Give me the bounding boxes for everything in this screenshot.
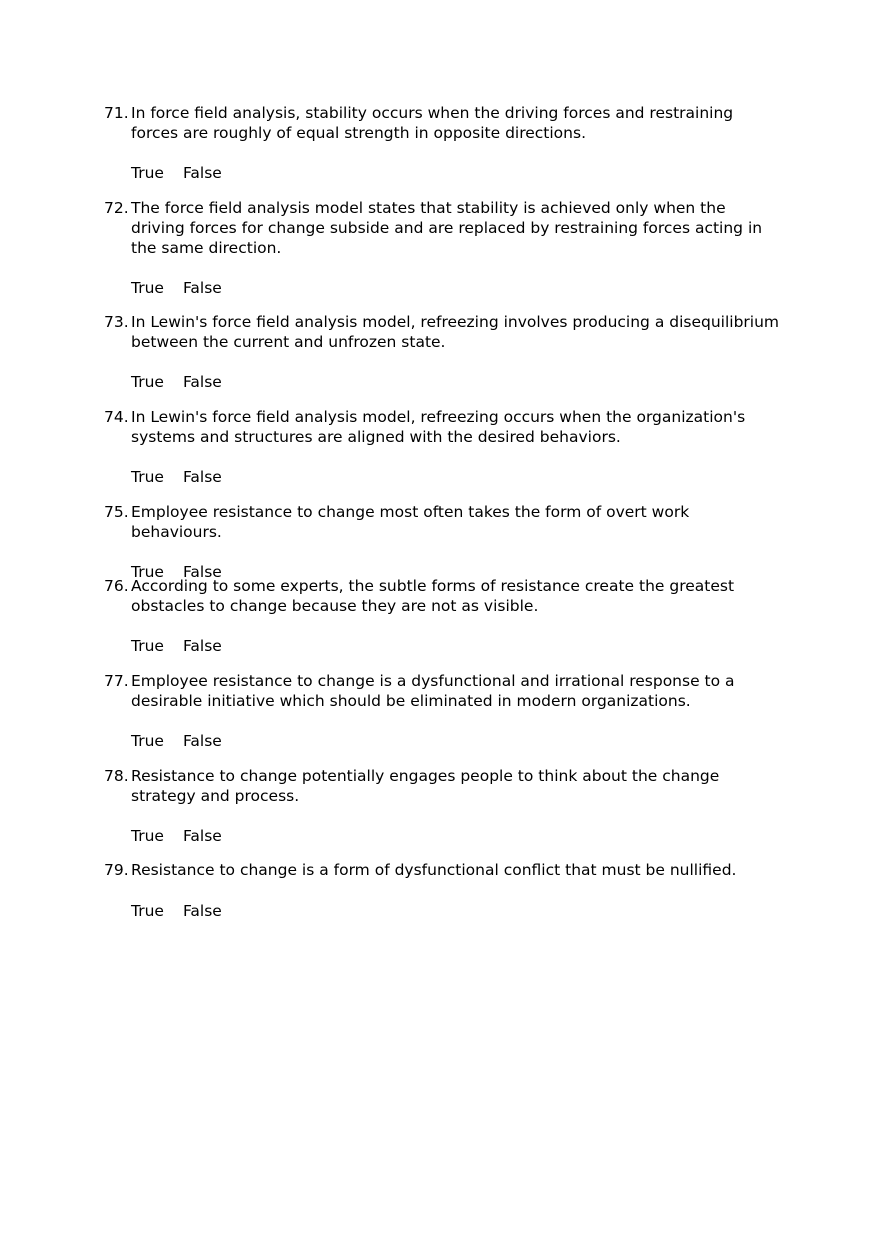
question-number: 76. xyxy=(104,577,129,595)
question-header xyxy=(104,198,784,258)
question-number: 71. xyxy=(104,104,129,122)
question-header xyxy=(104,312,784,352)
question-text: Employee resistance to change most often takes the form of overt work behaviours. xyxy=(131,503,690,541)
option-true[interactable]: True xyxy=(131,637,164,655)
question-text: According to some experts, the subtle forms of resistance create the greatest obstacles to change because they are not as visible. xyxy=(131,577,735,615)
option-true[interactable]: True xyxy=(131,902,164,920)
question-number: 78. xyxy=(104,767,129,785)
question-77 xyxy=(104,671,784,751)
answer-options xyxy=(131,826,784,846)
option-false[interactable]: False xyxy=(182,827,222,845)
question-text: Employee resistance to change is a dysfunctional and irrational response to a desirable initiative which should be eliminated in modern organizations. xyxy=(131,672,735,710)
option-true[interactable]: True xyxy=(131,373,164,391)
answer-options xyxy=(131,901,784,921)
question-76 xyxy=(104,576,784,656)
question-number: 77. xyxy=(104,672,129,690)
question-number: 74. xyxy=(104,408,129,426)
answer-options xyxy=(131,163,784,183)
question-text: Resistance to change potentially engages people to think about the change strategy and process. xyxy=(131,767,720,805)
answer-options xyxy=(131,636,784,656)
question-79 xyxy=(104,860,784,921)
question-text: The force field analysis model states that stability is achieved only when the driving forces for change subside and are replaced by restraining forces acting in the same direction. xyxy=(131,199,763,257)
question-text: Resistance to change is a form of dysfunctional conflict that must be nullified. xyxy=(131,861,737,879)
option-false[interactable]: False xyxy=(182,373,222,391)
question-75 xyxy=(104,502,784,582)
answer-options xyxy=(131,731,784,751)
question-text: In Lewin's force field analysis model, refreezing occurs when the organization's systems and structures are aligned with the desired behaviors. xyxy=(131,408,746,446)
question-text: In Lewin's force field analysis model, refreezing involves producing a disequilibrium between the current and unfrozen state. xyxy=(131,313,780,351)
question-header xyxy=(104,766,784,806)
option-true[interactable]: True xyxy=(131,563,164,581)
question-header xyxy=(104,860,784,880)
option-false[interactable]: False xyxy=(182,468,222,486)
option-false[interactable]: False xyxy=(182,563,222,581)
option-true[interactable]: True xyxy=(131,468,164,486)
option-false[interactable]: False xyxy=(182,279,222,297)
option-true[interactable]: True xyxy=(131,279,164,297)
option-false[interactable]: False xyxy=(182,732,222,750)
question-text: In force field analysis, stability occurs when the driving forces and restraining forces are roughly of equal strength in opposite directions. xyxy=(131,104,734,142)
question-74 xyxy=(104,407,784,487)
answer-options xyxy=(131,372,784,392)
option-false[interactable]: False xyxy=(182,902,222,920)
question-72 xyxy=(104,198,784,298)
option-false[interactable]: False xyxy=(182,164,222,182)
question-header xyxy=(104,671,784,711)
question-71 xyxy=(104,103,784,183)
answer-options xyxy=(131,278,784,298)
option-true[interactable]: True xyxy=(131,827,164,845)
option-true[interactable]: True xyxy=(131,164,164,182)
question-number: 72. xyxy=(104,199,129,217)
question-73 xyxy=(104,312,784,392)
option-true[interactable]: True xyxy=(131,732,164,750)
question-header xyxy=(104,502,784,542)
question-78 xyxy=(104,766,784,846)
question-number: 79. xyxy=(104,861,129,879)
answer-options xyxy=(131,467,784,487)
option-false[interactable]: False xyxy=(182,637,222,655)
question-header xyxy=(104,103,784,143)
question-header xyxy=(104,407,784,447)
question-number: 75. xyxy=(104,503,129,521)
question-header xyxy=(104,576,784,616)
question-number: 73. xyxy=(104,313,129,331)
